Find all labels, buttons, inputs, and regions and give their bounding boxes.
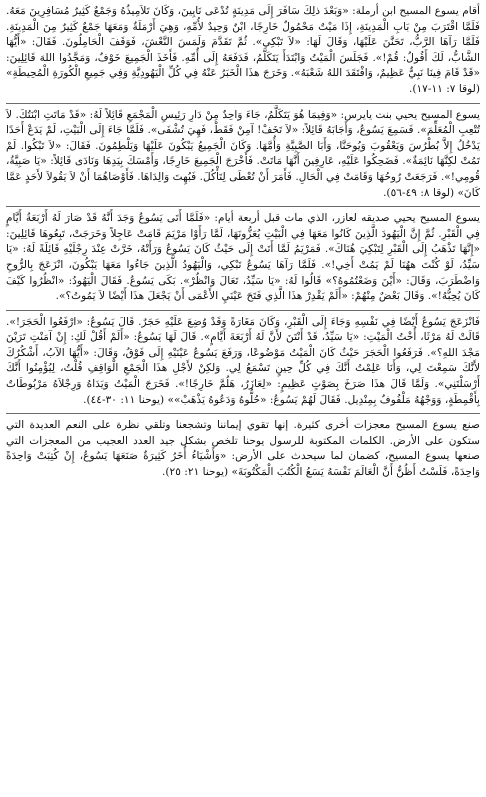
paragraph: صنع يسوع المسيح معجزات أخرى كثيرة. إنها تقوي إيماننا وتشجعنا وتلقي نظرة على النعم العديدة التي ستكون على الأرض. الكلمات المكتوبة للرسول يوحنا تلخص بشكل جيد العدد العجيب من المعجزات التي صنعها يسوع المسيح، كضمان لما سيحدث على الأرض: «وَأَشْيَاءُ أُخَرُ كَثِيرَةٌ صَنَعَهَا يَسُوعُ، إِنْ كُتِبَتْ وَاحِدَةً وَاحِدَةً، فَلَسْتُ أَظُنُّ أَنَّ الْعَالَمَ نَفْسَهُ يَسَعُ الْكُتُبَ الْمَكْتُوبَةَ» (يوحنا ٢١: ٢٥). (6, 419, 480, 479)
section-divider (6, 103, 480, 104)
miracle-widow-son-section (6, 4, 480, 98)
section-divider (6, 206, 480, 207)
section-divider (6, 310, 480, 311)
miracle-jairus-daughter-section (6, 108, 480, 202)
miracle-lazarus-section (6, 211, 480, 305)
miracle-lazarus-continued-section (6, 315, 480, 409)
paragraph: فَانْزَعَجَ يَسُوعُ أَيْضًا فِي نَفْسِهِ وَجَاءَ إِلَى الْقَبْرِ، وَكَانَ مَغَارَةً وَقَدْ وُضِعَ عَلَيْهِ حَجَرٌ. قَالَ يَسُوعُ: «ارْفَعُوا الْحَجَرَ!». قَالَتْ لَهُ مَرْثَا، أُخْتُ الْمَيْتِ: «يَا سَيِّدُ، قَدْ أَنْتَنَ لأَنَّ لَهُ أَرْبَعَةَ أَيَّامٍ». قَالَ لَهَا يَسُوعُ: «أَلَمْ أَقُلْ لَكِ: إِنْ آمَنْتِ تَرَيْنَ مَجْدَ اللهِ؟». فَرَفَعُوا الْحَجَرَ حَيْثُ كَانَ الْمَيْتُ مَوْضُوعًا، وَرَفَعَ يَسُوعُ عَيْنَيْهِ إِلَى فَوْقُ، وَقَالَ: «أَيُّهَا الآبُ، أَشْكُرُكَ لأَنَّكَ سَمِعْتَ لِي، وَأَنَا عَلِمْتُ أَنَّكَ فِي كُلِّ حِينٍ تَسْمَعُ لِي. وَلكِنْ لأَجْلِ هذَا الْجَمْعِ الْوَاقِفِ قُلْتُ، لِيُؤْمِنُوا أَنَّكَ أَرْسَلْتَنِي». وَلَمَّا قَالَ هذَا صَرَخَ بِصَوْتٍ عَظِيمٍ: «لِعَازَرُ، هَلُمَّ خَارِجًا!». فَخَرَجَ الْمَيْتُ وَيَدَاهُ وَرِجْلاَهُ مَرْبُوطَاتٌ بِأَقْمِطَةٍ، وَوَجْهُهُ مَلْفُوفٌ بِمِنْدِيل. فَقَالَ لَهُمْ يَسُوعُ: «حُلُّوهُ وَدَعُوهُ يَذْهَبْ»» (يوحنا ١١: ٣٠-٤٤). (6, 315, 480, 406)
section-divider (6, 413, 480, 414)
paragraph: يسوع المسيح يحيي صديقه لعازر، الذي مات قبل أربعة أيام: «فَلَمَّا أَتَى يَسُوعُ وَجَدَ أَنَّهُ قَدْ صَارَ لَهُ أَرْبَعَةُ أَيَّامٍ فِي الْقَبْرِ. ثُمَّ إِنَّ الْيَهُودَ الَّذِينَ كَانُوا مَعَهَا فِي الْبَيْتِ يُعَزُّونَهَا، لَمَّا رَأَوْا مَرْيَمَ قَامَتْ عَاجِلاً وَخَرَجَتْ، تَبِعُوهَا قَائِلِينَ: «إِنَّهَا تَذْهَبُ إِلَى الْقَبْرِ لِتَبْكِيَ هُنَاكَ». فَمَرْيَمُ لَمَّا أَتَتْ إِلَى حَيْثُ كَانَ يَسُوعُ وَرَأَتْهُ، خَرَّتْ عِنْدَ رِجْلَيْهِ قَائِلَةً لَهُ: «يَا سَيِّدُ، لَوْ كُنْتَ ههُنَا لَمْ يَمُتْ أَخِي!». فَلَمَّا رَآهَا يَسُوعُ تَبْكِي، وَالْيَهُودُ الَّذِينَ جَاءُوا مَعَهَا يَبْكُونَ، انْزَعَجَ بِالرُّوحِ وَاضْطَرَبَ، وَقَالَ: «أَيْنَ وَضَعْتُمُوهُ؟» قَالُوا لَهُ: «يَا سَيِّدُ، تَعَالَ وَانْظُرْ». بَكَى يَسُوعُ. فَقَالَ الْيَهُودُ: «انْظُرُوا كَيْفَ كَانَ يُحِبُّهُ!». وَقَالَ بَعْضٌ مِنْهُمْ: «أَلَمْ يَقْدِرْ هذَا الَّذِي فَتَحَ عَيْنَيِ الأَعْمَى أَنْ يَجْعَلَ هذَا أَيْضًا لاَ يَمُوتُ؟». (6, 212, 480, 303)
paragraph: أقام يسوع المسيح ابن أرملة: «وَبَعْدَ ذلِكَ سَافَرَ إِلَى مَدِينَةٍ تُدْعَى نَايِينَ، وَكَانَ تَلاَمِيذُهُ وَجَمْعٌ كَثِيرٌ مُسَافِرِينَ مَعَهُ. فَلَمَّا اقْتَرَبَ مِنْ بَابِ الْمَدِينَةِ، إِذَا مَيْتٌ مَحْمُولٌ خَارِجًا، ابْنٌ وَحِيدٌ لأُمِّهِ، وَهِيَ أَرْمَلَةٌ وَمَعَهَا جَمْعٌ كَثِيرٌ مِنَ الْمَدِينَةِ. فَلَمَّا رَآهَا الرَّبُّ، تَحَنَّنَ عَلَيْهَا، وَقَالَ لَهَا: «لاَ تَبْكِي». ثُمَّ تَقَدَّمَ وَلَمَسَ النَّعْشَ، فَوَقَفَ الْحَامِلُونَ. فَقَالَ: «أَيُّهَا الشَّابُّ، لَكَ أَقُولُ: قُمْ!». فَجَلَسَ الْمَيْتُ وَابْتَدَأَ يَتَكَلَّمُ، فَدَفَعَهُ إِلَى أُمِّهِ. فَأَخَذَ الْجَمِيعَ خَوْفٌ، وَمَجَّدُوا اللهَ قَائِلِينَ: «قَدْ قَامَ فِينَا نَبِيٌّ عَظِيمٌ، وَافْتَقَدَ اللهُ شَعْبَهُ». وَخَرَجَ هذَا الْخَبَرُ عَنْهُ فِي كُلِّ الْيَهُودِيَّةِ وَفِي جَمِيعِ الْكُورَةِ الْمُحِيطَةِ» (لوقا ٧: ١١-١٧). (6, 5, 480, 95)
closing-summary-section (6, 418, 480, 480)
paragraph: يسوع المسيح يحيي بنت يايرس: «وَفِيمَا هُوَ يَتَكَلَّمُ، جَاءَ وَاحِدٌ مِنْ دَارِ رَئِيسِ الْمَجْمَعِ قَائِلاً لَهُ: «قَدْ مَاتَتِ ابْنَتُكَ. لاَ تُتْعِبِ الْمُعَلِّمَ». فَسَمِعَ يَسُوعُ، وَأَجَابَهُ قَائِلاً: «لاَ تَخَفْ! آمِنْ فَقَطْ، فَهِيَ تُشْفَى». فَلَمَّا جَاءَ إِلَى الْبَيْتِ، لَمْ يَدَعْ أَحَدًا يَدْخُلُ إِلاَّ بُطْرُسَ وَيَعْقُوبَ وَيُوحَنَّا، وَأَبَا الصَّبِيَّةِ وَأُمَّهَا. وَكَانَ الْجَمِيعُ يَبْكُونَ عَلَيْهَا وَيَلْطِمُونَ. فَقَالَ: «لاَ تَبْكُوا. لَمْ تَمُتْ لكِنَّهَا نَائِمَةٌ». فَضَحِكُوا عَلَيْهِ، عَارِفِينَ أَنَّهَا مَاتَتْ. فَأَخْرَجَ الْجَمِيعَ خَارِجًا، وَأَمْسَكَ بِيَدِهَا وَنَادَى قَائِلاً: «يَا صَبِيَّةُ، قُومِي!». فَرَجَعَتْ رُوحُهَا وَقَامَتْ فِي الْحَالِ. فَأَمَرَ أَنْ تُعْطَى لِتَأْكُلَ. فَبُهِتَ وَالِدَاهَا. فَأَوْصَاهُمَا أَنْ لاَ يَقُولاَ لأَحَدٍ عَمَّا كَانَ» (لوقا ٨: ٤٩-٥٦). (6, 108, 480, 199)
